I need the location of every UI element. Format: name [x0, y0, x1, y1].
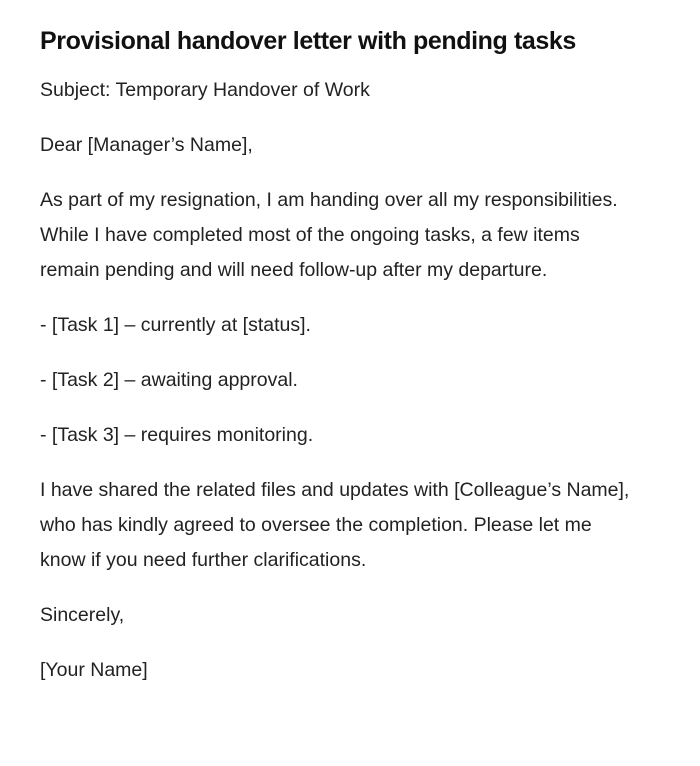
subject-line: Subject: Temporary Handover of Work — [40, 79, 370, 101]
letter-document — [40, 22, 640, 708]
task-item-3: - [Task 3] – requires monitoring. — [40, 424, 314, 446]
task-item-2: - [Task 2] – awaiting approval. — [40, 369, 298, 391]
signature: [Your Name] — [40, 659, 148, 681]
sign-off: Sincerely, — [40, 604, 125, 626]
salutation: Dear [Manager’s Name], — [40, 134, 253, 156]
document-title: Provisional handover letter with pending tasks — [40, 27, 576, 55]
task-item-1: - [Task 1] – currently at [status]. — [40, 314, 311, 336]
closing-paragraph: I have shared the related files and updates with [Colleague’s Name], who has kindly agreed to oversee the completion. Please let me know if you need further clarifications. — [40, 479, 630, 571]
intro-paragraph: As part of my resignation, I am handing over all my responsibilities. While I have completed most of the ongoing tasks, a few items remain pending and will need follow-up after my departure. — [40, 189, 618, 281]
